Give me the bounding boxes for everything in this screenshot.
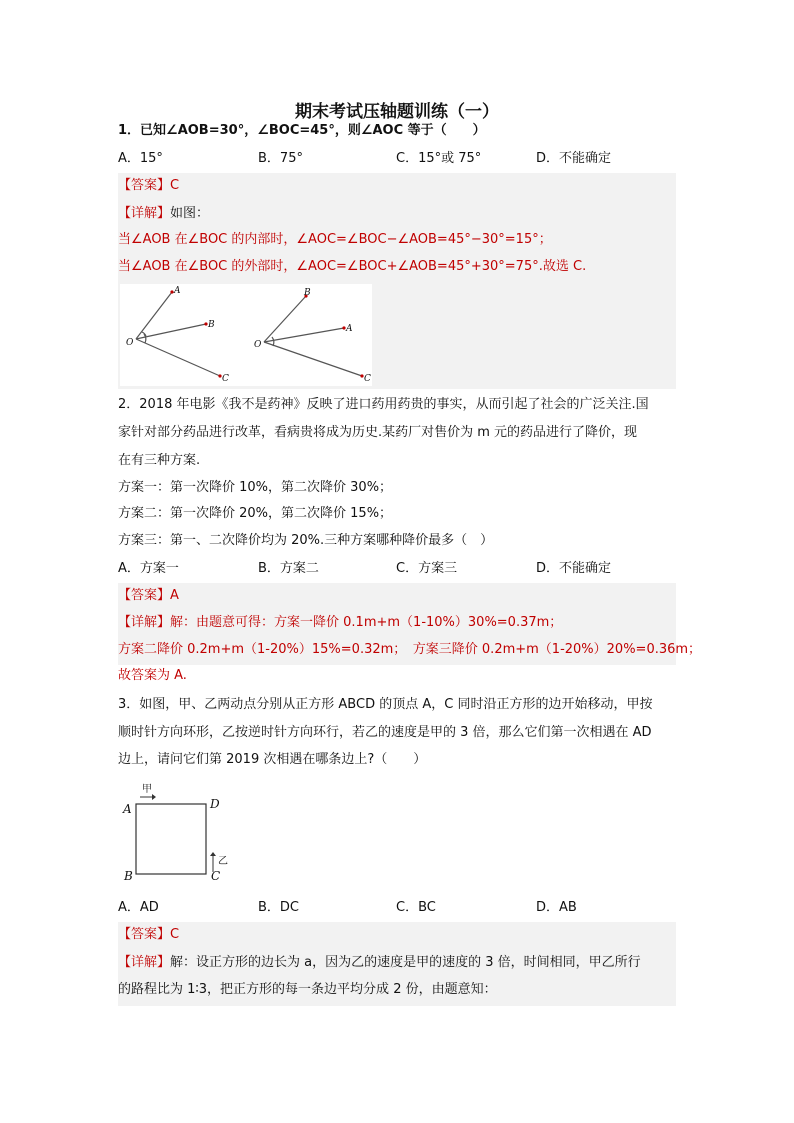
q2-stem-line-2: 家针对部分药品进行改革，看病贵将成为历史.某药厂对售价为 m 元的药品进行了降价，现: [118, 425, 638, 440]
square-label-a: A: [123, 802, 132, 816]
q3-stem-line-3: 边上，请问它们第 2019 次相遇在哪条边上?（ ）: [118, 752, 427, 767]
q1-stem: 1．已知∠AOB=30°，∠BOC=45°，则∠AOC 等于（ ）: [118, 123, 486, 138]
q1-option-d: D．不能确定: [536, 151, 612, 166]
answer-value: C: [170, 927, 180, 942]
q2-answer: [118, 587, 179, 605]
q2-option-d: D．不能确定: [536, 561, 612, 576]
q1-option-b: B．75°: [258, 151, 303, 166]
q1-option-c: C．15°或 75°: [396, 151, 482, 166]
q3-detail-line-1: [118, 954, 641, 972]
q3-square-figure: [120, 780, 238, 886]
q3-option-c: C．BC: [396, 900, 436, 915]
q3-answer: [118, 926, 179, 944]
detail-text: 解：由题意可得：方案一降价 0.1m+m（1-10%）30%=0.37m；: [170, 615, 563, 630]
q2-stem-line-3: 在有三种方案.: [118, 453, 201, 468]
label-yi: 乙: [218, 856, 228, 867]
fig2-label-b: B: [304, 288, 311, 298]
q3-option-b: B．DC: [258, 900, 300, 915]
q1-detail-line-1: 当∠AOB 在∠BOC 的内部时，∠AOC=∠BOC−∠AOB=45°−30°=15°；: [118, 232, 552, 247]
answer-value: A: [170, 588, 179, 603]
q2-option-b: B．方案二: [258, 561, 319, 576]
q2-option-a: A．方案一: [118, 561, 179, 576]
q2-plan-2: 方案二：第一次降价 20%，第二次降价 15%；: [118, 506, 393, 521]
fig2-label-a: A: [346, 324, 353, 334]
answer-label: 【答案】: [118, 588, 171, 603]
fig1-label-c: C: [222, 374, 229, 384]
detail-label: 【详解】: [118, 955, 171, 970]
detail-text: 解：设正方形的边长为 a，因为乙的速度是甲的速度的 3 倍，时间相同，甲乙所行: [170, 955, 641, 970]
q3-option-d: D．AB: [536, 900, 577, 915]
detail-label: 【详解】: [118, 615, 171, 630]
q3-stem-line-1: 3．如图，甲、乙两动点分别从正方形 ABCD 的顶点 A，C 同时沿正方形的边开始移动，甲按: [118, 697, 653, 712]
fig1-label-o: O: [126, 338, 134, 348]
q3-stem-line-2: 顺时针方向环形，乙按逆时针方向环行，若乙的速度是甲的 3 倍，那么它们第一次相遇在 AD: [118, 725, 652, 740]
q2-detail-line-2: 方案二降价 0.2m+m（1-20%）15%=0.32m； 方案三降价 0.2m+m（1-20%）20%=0.36m；: [118, 642, 702, 657]
q1-angle-figure: [120, 284, 372, 386]
fig1-label-b: B: [208, 320, 215, 330]
q2-plan-1: 方案一：第一次降价 10%，第二次降价 30%；: [118, 480, 393, 495]
fig2-label-c: C: [364, 374, 371, 384]
label-jia: 甲: [142, 784, 152, 795]
square-label-c: C: [211, 869, 221, 883]
q3-detail-line-2: 的路程比为 1∶3，把正方形的每一条边平均分成 2 份，由题意知：: [118, 982, 497, 997]
answer-value: C: [170, 178, 180, 193]
answer-label: 【答案】: [118, 927, 171, 942]
fig1-label-a: A: [174, 286, 181, 296]
q2-stem-line-1: 2．2018 年电影《我不是药神》反映了进口药用药贵的事实，从而引起了社会的广泛关注.国: [118, 397, 649, 412]
q2-plan-3: 方案三：第一、二次降价均为 20%.三种方案哪种降价最多（ ）: [118, 533, 494, 548]
q3-option-a: A．AD: [118, 900, 159, 915]
square-label-b: B: [124, 869, 133, 883]
detail-label: 【详解】: [118, 206, 171, 221]
q1-detail-line-2: 当∠AOB 在∠BOC 的外部时，∠AOC=∠BOC+∠AOB=45°+30°=75°.故选 C.: [118, 259, 587, 274]
square-label-d: D: [210, 797, 220, 811]
fig2-label-o: O: [254, 340, 262, 350]
detail-intro: 如图：: [170, 206, 210, 221]
q1-answer: [118, 177, 179, 195]
q2-detail-line-3: 故答案为 A.: [118, 668, 187, 683]
q2-option-c: C．方案三: [396, 561, 458, 576]
answer-label: 【答案】: [118, 178, 171, 193]
q2-detail-line-1: [118, 614, 562, 632]
q1-option-a: A．15°: [118, 151, 163, 166]
page-title: 期末考试压轴题训练（一）: [295, 102, 499, 122]
q1-detail: [118, 205, 209, 223]
